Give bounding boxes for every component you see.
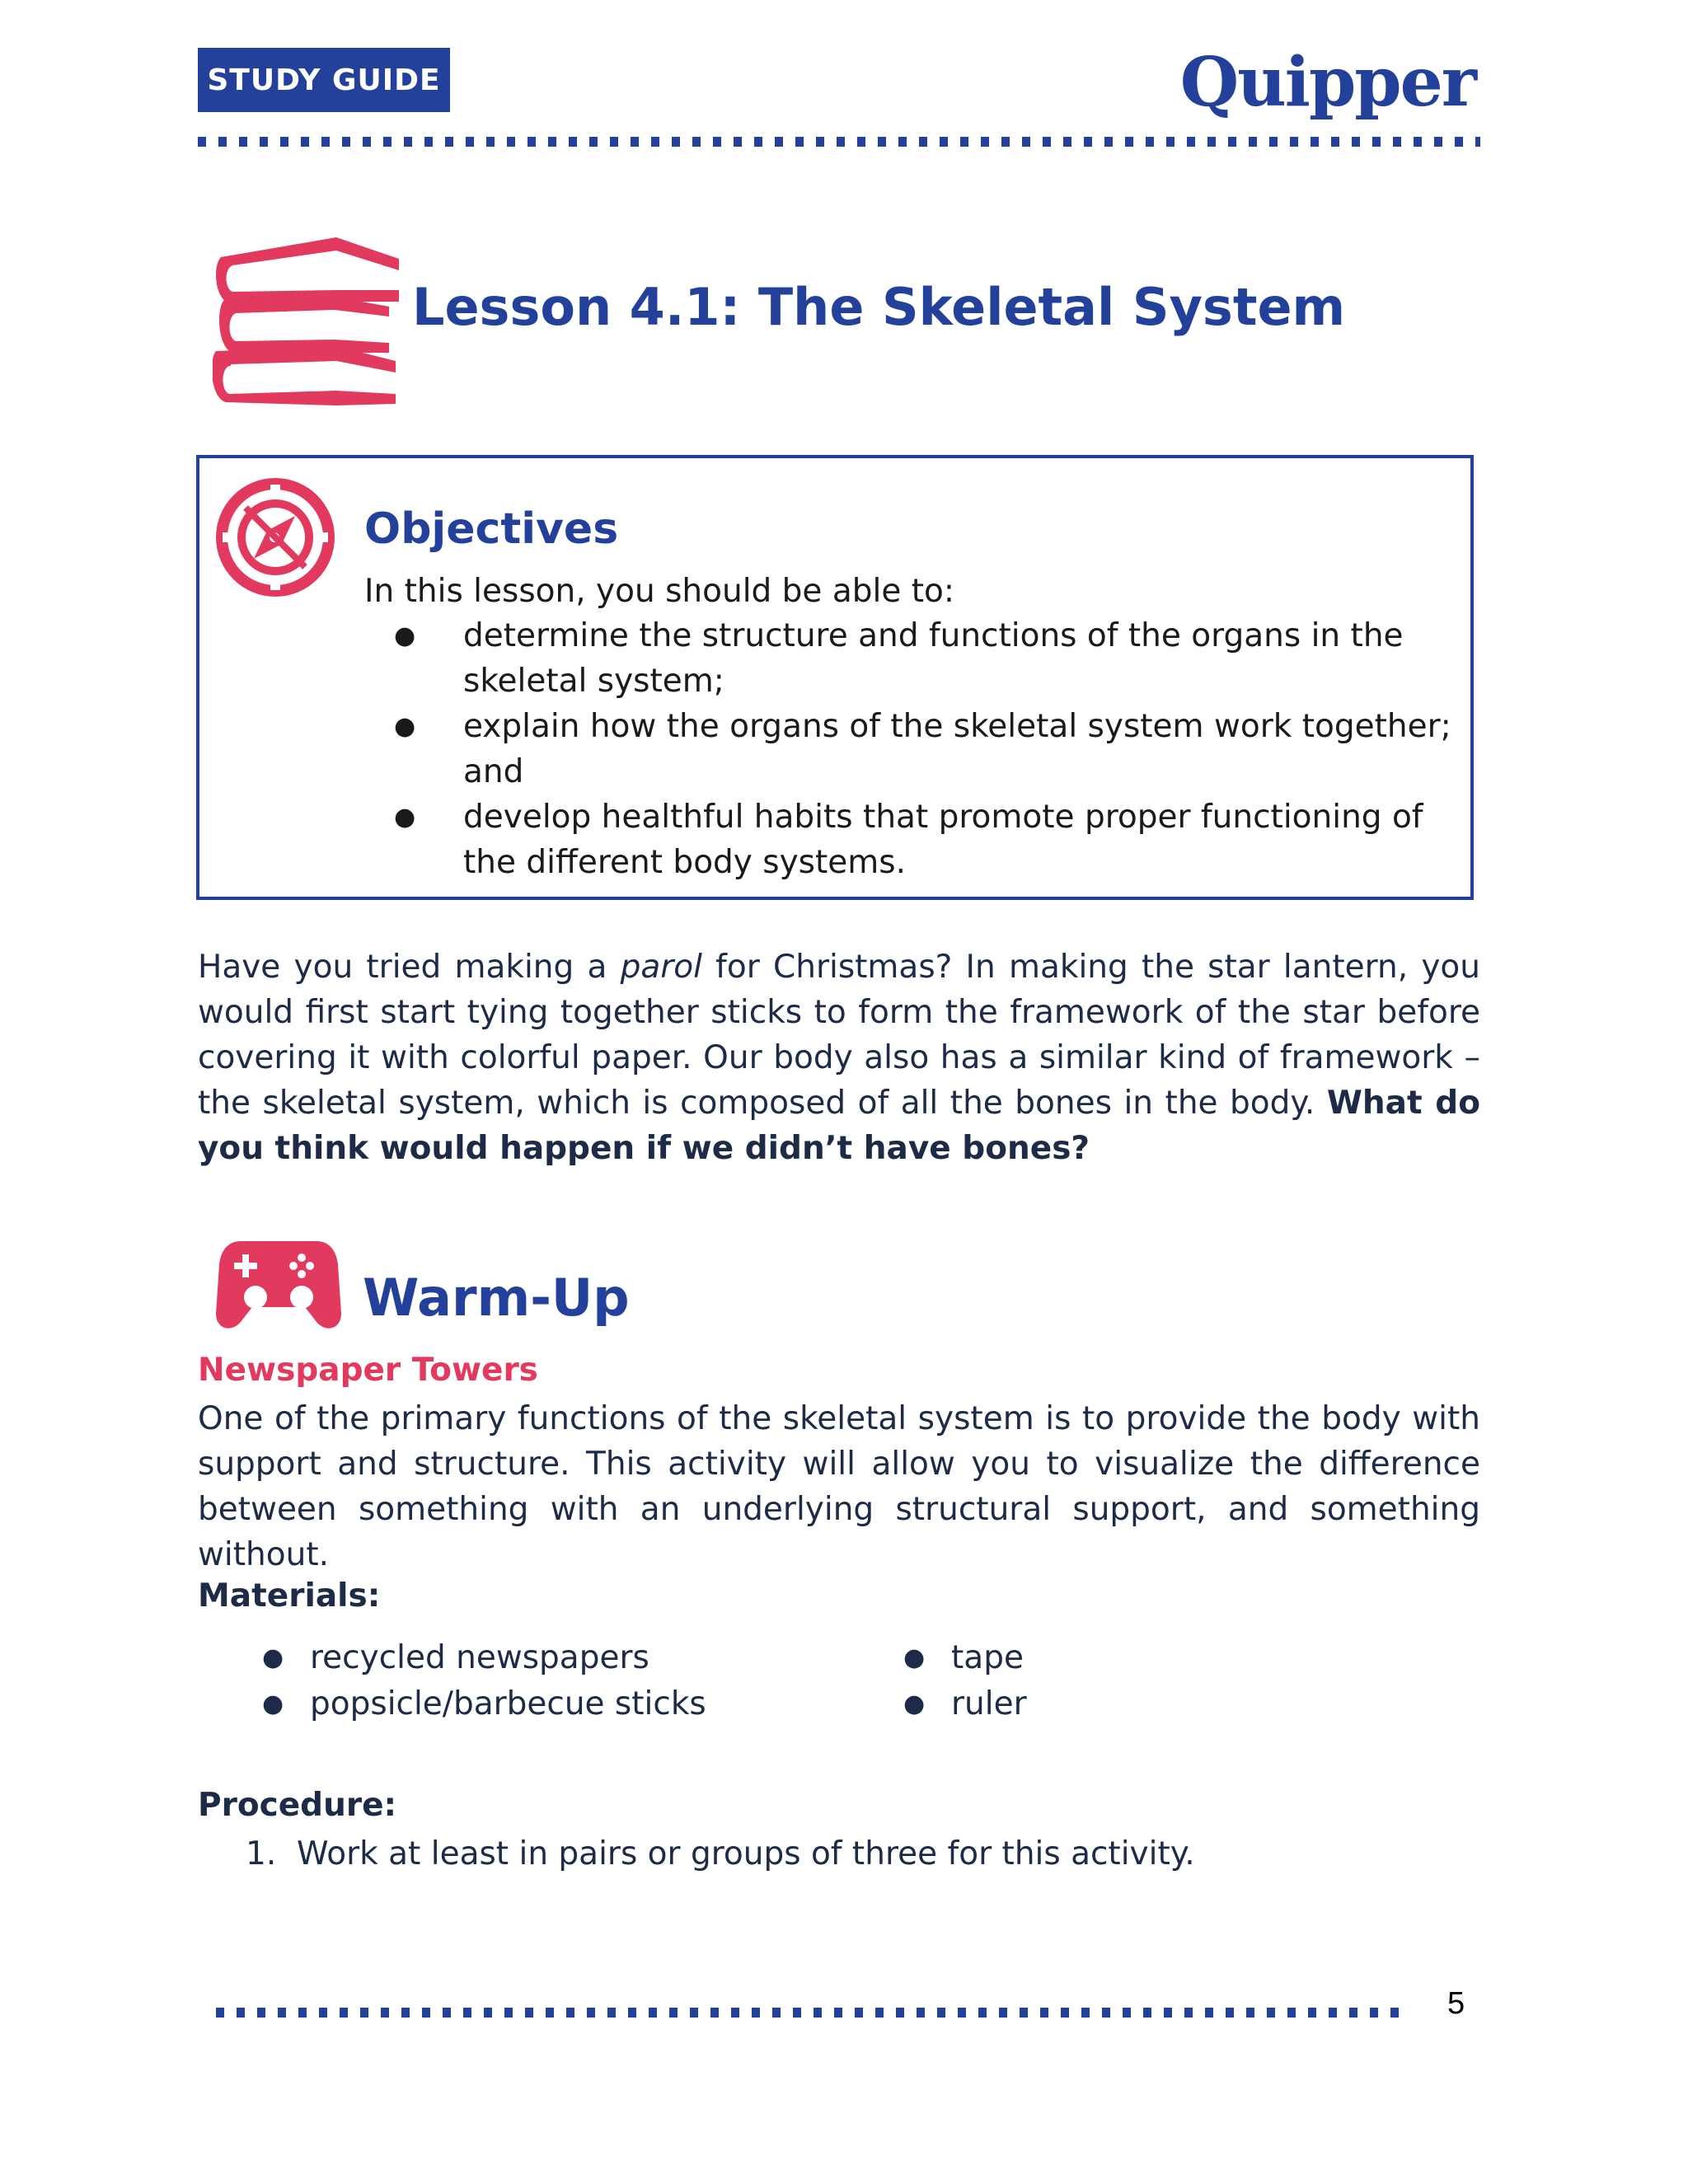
intro-text-part2: for Christmas? In making the star lantern, you would first start tying together sticks to form the framework of the star before covering it with colorful paper. Our body also has a similar kind of framework – the skeletal system, which is composed of all the bones in the body. [198,949,1480,1122]
procedure-label: Procedure: [198,1787,397,1824]
activity-title: Newspaper Towers [198,1352,538,1389]
page-number: 5 [1447,1986,1465,2021]
objectives-list [364,613,1461,885]
bottom-dotted-divider [216,2008,1400,2018]
materials-label: Materials: [198,1577,381,1615]
objectives-title: Objectives [364,504,619,554]
procedure-step-number: 1. [246,1835,277,1872]
books-icon [213,237,399,405]
activity-description: One of the primary functions of the skeletal system is to provide the body with support and structure. This activity will allow you to visualize the difference between something with an underlying structural support, and something without. [198,1400,1480,1573]
material-item: ● popsicle/barbecue sticks [262,1681,706,1727]
objectives-intro: In this lesson, you should be able to: [364,573,954,610]
intro-text-part1: Have you tried making a [198,949,621,986]
material-item: ● ruler [903,1681,1027,1727]
materials-list-left [262,1635,706,1727]
intro-italic-term: parol [620,949,702,986]
material-item: ● recycled newspapers [262,1635,706,1681]
intro-question: What do you think would happen if we didn’t have bones? [198,1085,1480,1167]
gamepad-icon [216,1236,341,1332]
intro-paragraph [198,944,1480,1171]
material-item: ● tape [903,1635,1027,1681]
objective-item: ● determine the structure and functions of the organs in the skeletal system; [364,613,1461,704]
quipper-logo: Quipper [1179,43,1475,122]
compass-icon [216,478,335,597]
procedure-step-text: Work at least in pairs or groups of three for this activity. [297,1835,1195,1872]
lesson-title: Lesson 4.1: The Skeletal System [412,277,1346,337]
objective-item: ● explain how the organs of the skeletal system work together; and [364,704,1461,794]
procedure-list [246,1831,1195,1877]
procedure-step [246,1831,1195,1877]
top-dotted-divider [198,137,1480,147]
study-guide-label: STUDY GUIDE [207,63,441,97]
study-guide-badge [198,48,450,112]
warm-up-title: Warm-Up [363,1268,630,1328]
materials-list-right [903,1635,1027,1727]
objective-item: ● develop healthful habits that promote proper functioning of the different body systems. [364,794,1461,885]
